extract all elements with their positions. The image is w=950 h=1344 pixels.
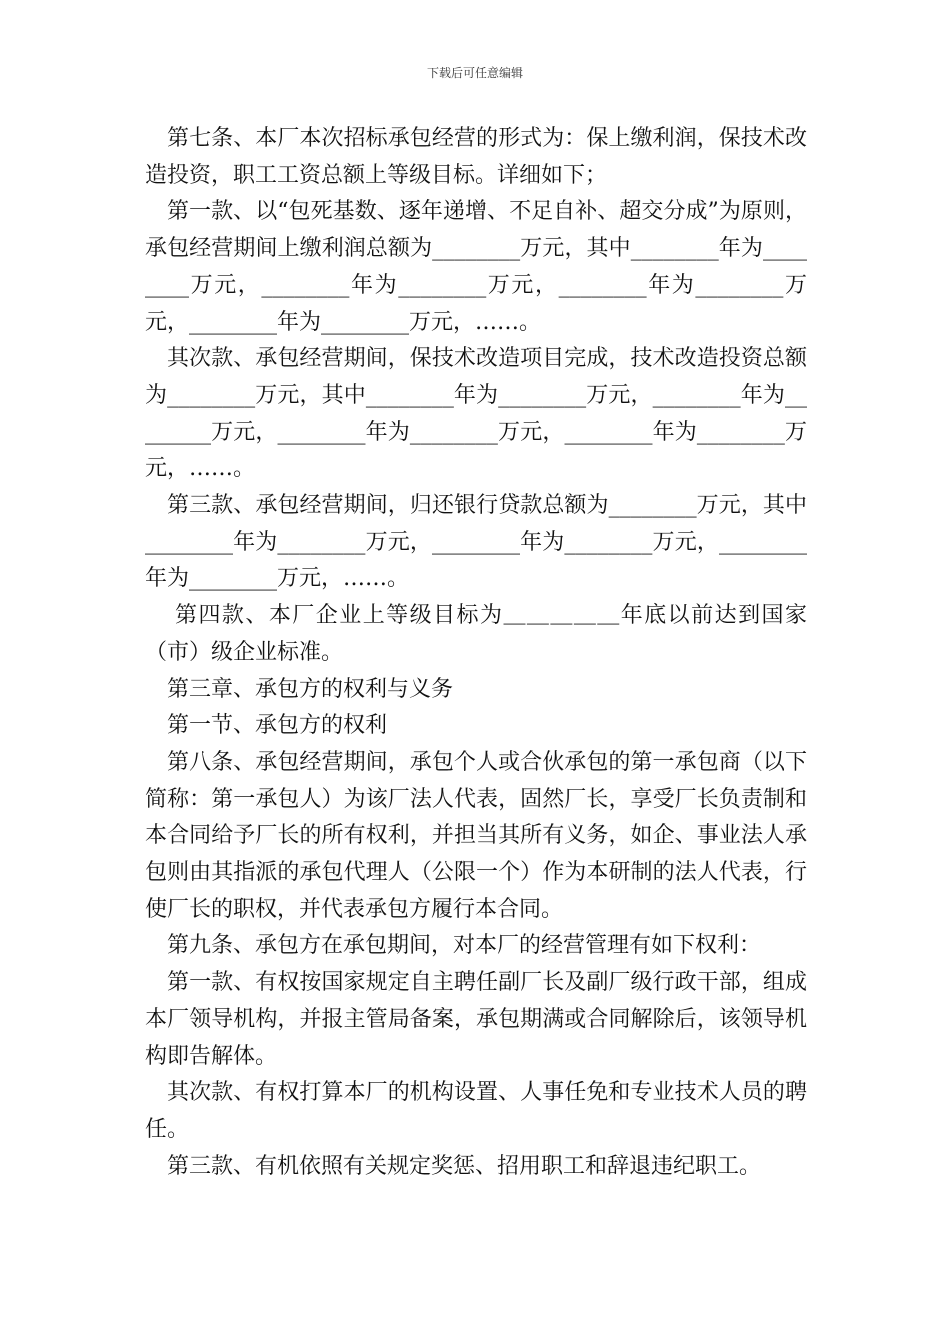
article-9-clause-2: 其次款、有权打算本厂的机构设置、人事任免和专业技术人员的聘任。 (145, 1080, 807, 1142)
article-7-clause-4: 第四款、本厂企业上等级目标为＿＿＿＿＿年底以前达到国家（市）级企业标准。 (145, 603, 807, 665)
article-9-clause-1: 第一款、有权按国家规定自主聘任副厂长及副厂级行政干部，组成本厂领导机构，并报主管局备案，承包期满或合同解除后，该领导机构即告解体。 (145, 970, 807, 1069)
article-8: 第八条、承包经营期间，承包个人或合伙承包的第一承包商（以下简称：第一承包人）为该厂法人代表，固然厂长，享受厂长负责制和本合同给予厂长的所有权利，并担当其所有义务，如企、事业法人承包则由其指派的承包代理人（公限一个）作为本研制的法人代表，行使厂长的职权，并代表承包方履行本合同。 (145, 749, 807, 922)
article-7-clause-2: 其次款、承包经营期间，保技术改造项目完成，技术改造投资总额为________万元，其中________年为________万元，________年为________万元，________年为________万元，________年为________万元，……。 (145, 346, 807, 482)
article-9-clause-3: 第三款、有机依照有关规定奖惩、招用职工和辞退违纪职工。 (167, 1153, 762, 1179)
article-7-clause-1: 第一款、以“包死基数、逐年递增、不足自补、超交分成”为原则，承包经营期间上缴利润总额为________万元，其中________年为________万元，________年为________万元，________年为________万元，________年为________万元，……。 (145, 199, 807, 335)
chapter-3-heading: 第三章、承包方的权利与义务 (167, 676, 454, 702)
article-7: 第七条、本厂本次招标承包经营的形式为：保上缴利润，保技术改造投资，职工工资总额上等级目标。详细如下； (145, 126, 807, 188)
section-1-heading: 第一节、承包方的权利 (167, 713, 388, 739)
document-body (145, 121, 807, 1185)
article-9: 第九条、承包方在承包期间，对本厂的经营管理有如下权利： (167, 933, 762, 959)
page-header: 下载后可任意编辑 (426, 66, 523, 80)
article-7-clause-3: 第三款、承包经营期间，归还银行贷款总额为________万元，其中________年为________万元，________年为________万元，________年为________万元，……。 (145, 493, 807, 592)
